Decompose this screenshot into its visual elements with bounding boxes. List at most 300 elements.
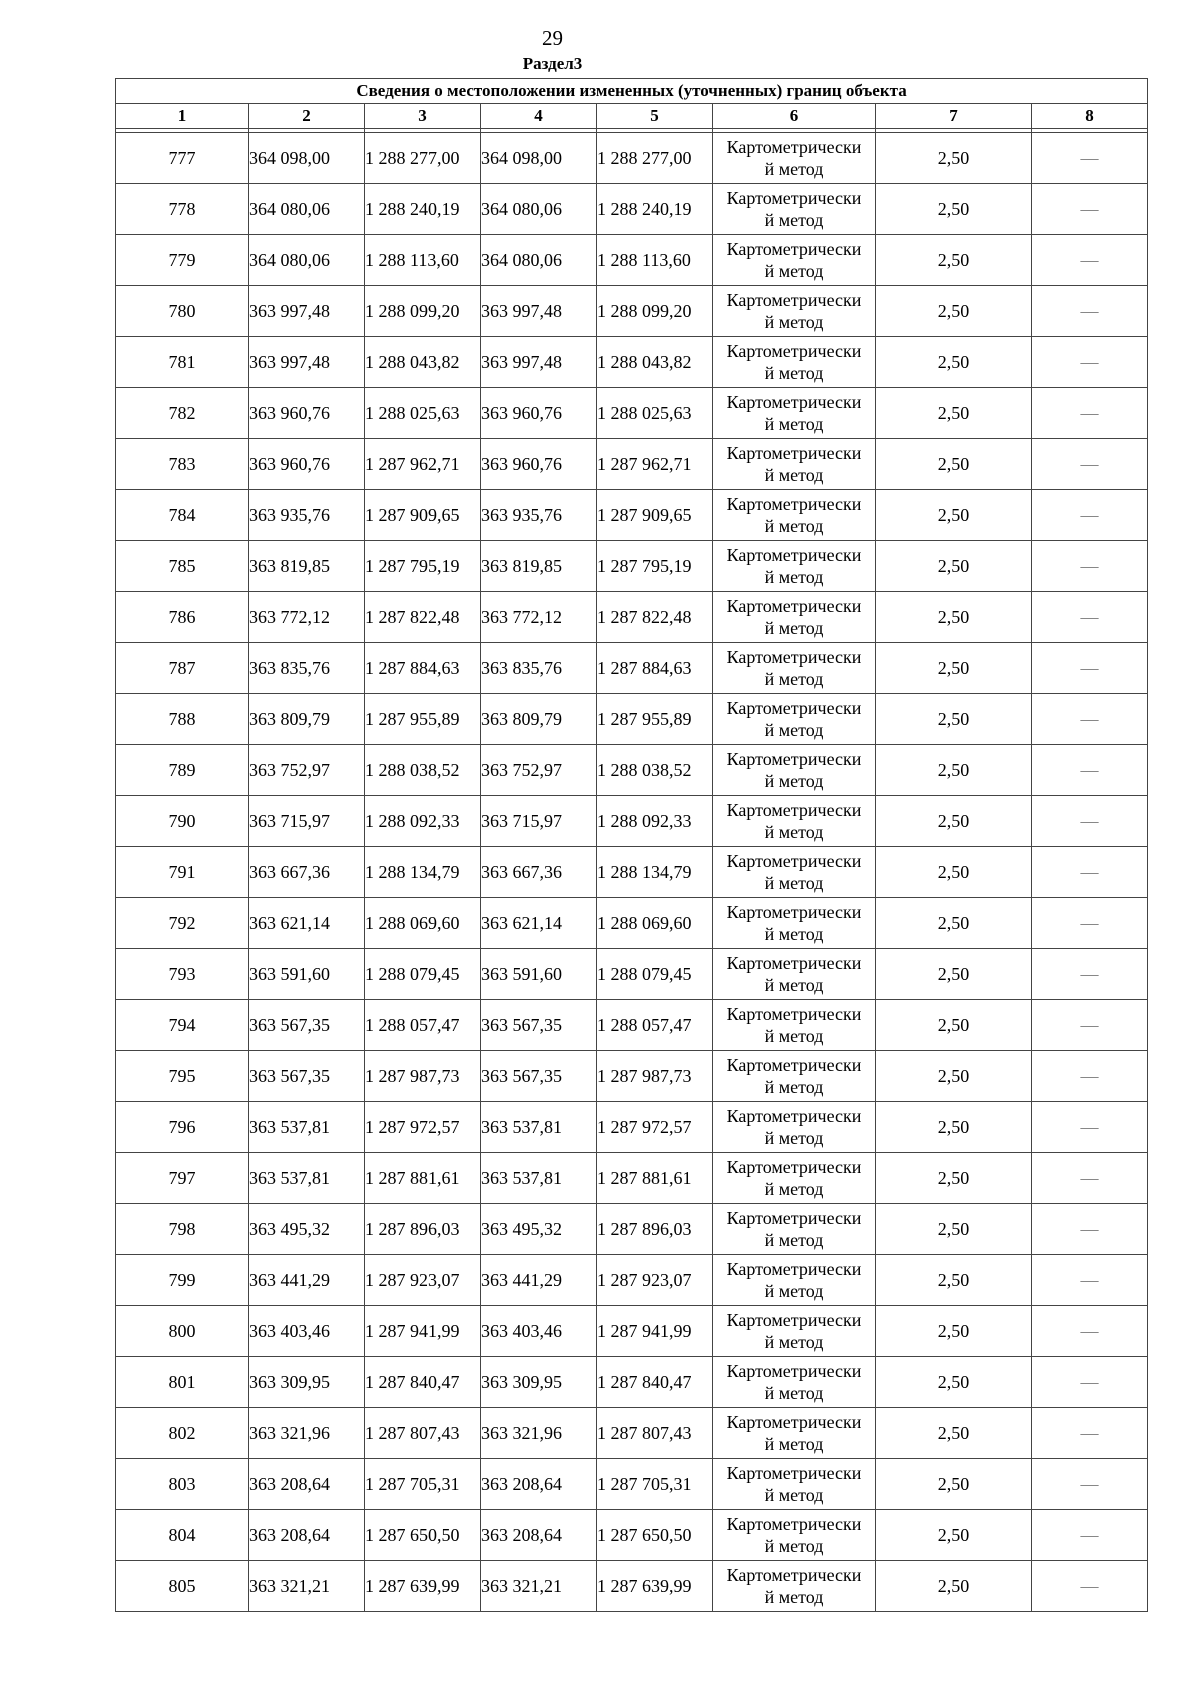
- method-line2: й метод: [764, 720, 824, 740]
- accuracy-cell: 2,50: [876, 490, 1032, 541]
- dash-cell: —: [1032, 1153, 1148, 1204]
- existing-x-cell: 363 809,79: [249, 694, 365, 745]
- method-line1: Картометрически: [726, 1310, 862, 1330]
- method-cell: [713, 541, 876, 592]
- refined-y-cell: 1 288 079,45: [597, 949, 713, 1000]
- dash-cell: —: [1032, 1510, 1148, 1561]
- existing-x-cell: 364 098,00: [249, 133, 365, 184]
- existing-x-cell: 363 997,48: [249, 286, 365, 337]
- table-row: [116, 1255, 1148, 1306]
- method-cell: [713, 235, 876, 286]
- existing-x-cell: 363 309,95: [249, 1357, 365, 1408]
- refined-x-cell: 364 080,06: [481, 235, 597, 286]
- refined-y-cell: 1 288 113,60: [597, 235, 713, 286]
- existing-y-cell: 1 287 923,07: [365, 1255, 481, 1306]
- table-row: [116, 439, 1148, 490]
- accuracy-cell: 2,50: [876, 643, 1032, 694]
- column-number: 4: [481, 104, 597, 129]
- accuracy-cell: 2,50: [876, 1561, 1032, 1612]
- refined-y-cell: 1 287 881,61: [597, 1153, 713, 1204]
- refined-y-cell: 1 287 909,65: [597, 490, 713, 541]
- method-line2: й метод: [764, 261, 824, 281]
- table-row: [116, 1204, 1148, 1255]
- method-line2: й метод: [764, 822, 824, 842]
- point-number-cell: 783: [116, 439, 249, 490]
- dash-cell: —: [1032, 1102, 1148, 1153]
- accuracy-cell: 2,50: [876, 745, 1032, 796]
- existing-y-cell: 1 287 955,89: [365, 694, 481, 745]
- method-line2: й метод: [764, 771, 824, 791]
- table-row: [116, 490, 1148, 541]
- method-cell: [713, 1102, 876, 1153]
- table-row: [116, 796, 1148, 847]
- accuracy-cell: 2,50: [876, 388, 1032, 439]
- existing-x-cell: 363 567,35: [249, 1000, 365, 1051]
- refined-y-cell: 1 287 639,99: [597, 1561, 713, 1612]
- refined-x-cell: 363 403,46: [481, 1306, 597, 1357]
- page-number: 29: [542, 26, 563, 50]
- refined-x-cell: 363 997,48: [481, 337, 597, 388]
- existing-x-cell: 363 537,81: [249, 1102, 365, 1153]
- existing-y-cell: 1 287 840,47: [365, 1357, 481, 1408]
- method-line1: Картометрически: [726, 1259, 862, 1279]
- existing-x-cell: 363 621,14: [249, 898, 365, 949]
- method-cell: [713, 133, 876, 184]
- method-line1: Картометрически: [726, 698, 862, 718]
- refined-y-cell: 1 288 069,60: [597, 898, 713, 949]
- refined-y-cell: 1 288 038,52: [597, 745, 713, 796]
- refined-y-cell: 1 287 955,89: [597, 694, 713, 745]
- point-number-cell: 804: [116, 1510, 249, 1561]
- refined-y-cell: 1 288 057,47: [597, 1000, 713, 1051]
- table-row: [116, 235, 1148, 286]
- point-number-cell: 791: [116, 847, 249, 898]
- accuracy-cell: 2,50: [876, 592, 1032, 643]
- point-number-cell: 796: [116, 1102, 249, 1153]
- method-line2: й метод: [764, 924, 824, 944]
- method-cell: [713, 745, 876, 796]
- existing-x-cell: 363 715,97: [249, 796, 365, 847]
- method-cell: [713, 439, 876, 490]
- accuracy-cell: 2,50: [876, 235, 1032, 286]
- accuracy-cell: 2,50: [876, 796, 1032, 847]
- method-line1: Картометрически: [726, 1106, 862, 1126]
- dash-cell: —: [1032, 439, 1148, 490]
- method-line2: й метод: [764, 618, 824, 638]
- method-cell: [713, 337, 876, 388]
- method-line2: й метод: [764, 210, 824, 230]
- method-line1: Картометрически: [726, 800, 862, 820]
- table-row: [116, 694, 1148, 745]
- accuracy-cell: 2,50: [876, 949, 1032, 1000]
- refined-x-cell: 363 752,97: [481, 745, 597, 796]
- refined-y-cell: 1 288 134,79: [597, 847, 713, 898]
- existing-y-cell: 1 288 277,00: [365, 133, 481, 184]
- refined-x-cell: 363 935,76: [481, 490, 597, 541]
- column-number: 5: [597, 104, 713, 129]
- method-cell: [713, 1408, 876, 1459]
- existing-x-cell: 363 208,64: [249, 1510, 365, 1561]
- refined-y-cell: 1 288 277,00: [597, 133, 713, 184]
- method-line2: й метод: [764, 159, 824, 179]
- point-number-cell: 782: [116, 388, 249, 439]
- method-line2: й метод: [764, 1077, 824, 1097]
- accuracy-cell: 2,50: [876, 184, 1032, 235]
- method-line2: й метод: [764, 465, 824, 485]
- point-number-cell: 798: [116, 1204, 249, 1255]
- existing-x-cell: 363 495,32: [249, 1204, 365, 1255]
- existing-y-cell: 1 288 079,45: [365, 949, 481, 1000]
- table-row: [116, 541, 1148, 592]
- existing-x-cell: 363 997,48: [249, 337, 365, 388]
- refined-x-cell: 363 667,36: [481, 847, 597, 898]
- refined-x-cell: 364 080,06: [481, 184, 597, 235]
- method-cell: [713, 1000, 876, 1051]
- dash-cell: —: [1032, 337, 1148, 388]
- refined-y-cell: 1 288 025,63: [597, 388, 713, 439]
- accuracy-cell: 2,50: [876, 1459, 1032, 1510]
- column-number: 2: [249, 104, 365, 129]
- method-line1: Картометрически: [726, 902, 862, 922]
- accuracy-cell: 2,50: [876, 847, 1032, 898]
- existing-x-cell: 363 321,21: [249, 1561, 365, 1612]
- refined-x-cell: 363 997,48: [481, 286, 597, 337]
- existing-y-cell: 1 287 639,99: [365, 1561, 481, 1612]
- method-cell: [713, 1510, 876, 1561]
- refined-x-cell: 363 309,95: [481, 1357, 597, 1408]
- refined-y-cell: 1 287 822,48: [597, 592, 713, 643]
- method-line2: й метод: [764, 516, 824, 536]
- refined-x-cell: 363 715,97: [481, 796, 597, 847]
- point-number-cell: 795: [116, 1051, 249, 1102]
- accuracy-cell: 2,50: [876, 1357, 1032, 1408]
- table-row: [116, 898, 1148, 949]
- method-line2: й метод: [764, 414, 824, 434]
- dash-cell: —: [1032, 1051, 1148, 1102]
- method-line2: й метод: [764, 1128, 824, 1148]
- method-line2: й метод: [764, 1332, 824, 1352]
- table-row: [116, 592, 1148, 643]
- method-line2: й метод: [764, 1536, 824, 1556]
- method-cell: [713, 388, 876, 439]
- existing-x-cell: 363 835,76: [249, 643, 365, 694]
- accuracy-cell: 2,50: [876, 898, 1032, 949]
- accuracy-cell: 2,50: [876, 1408, 1032, 1459]
- dash-cell: —: [1032, 1408, 1148, 1459]
- existing-y-cell: 1 287 909,65: [365, 490, 481, 541]
- refined-y-cell: 1 288 240,19: [597, 184, 713, 235]
- method-line1: Картометрически: [726, 443, 862, 463]
- existing-x-cell: 363 403,46: [249, 1306, 365, 1357]
- method-line1: Картометрически: [726, 494, 862, 514]
- existing-y-cell: 1 288 240,19: [365, 184, 481, 235]
- refined-y-cell: 1 288 092,33: [597, 796, 713, 847]
- method-cell: [713, 1255, 876, 1306]
- table-row: [116, 745, 1148, 796]
- method-line1: Картометрически: [726, 1361, 862, 1381]
- dash-cell: —: [1032, 694, 1148, 745]
- table-row: [116, 1459, 1148, 1510]
- method-cell: [713, 490, 876, 541]
- table-row: [116, 847, 1148, 898]
- table-caption: Сведения о местоположении измененных (уточненных) границ объекта: [116, 79, 1148, 104]
- method-line2: й метод: [764, 567, 824, 587]
- accuracy-cell: 2,50: [876, 694, 1032, 745]
- dash-cell: —: [1032, 286, 1148, 337]
- method-line2: й метод: [764, 1587, 824, 1607]
- accuracy-cell: 2,50: [876, 541, 1032, 592]
- method-line1: Картометрически: [726, 545, 862, 565]
- table-row: [116, 949, 1148, 1000]
- refined-y-cell: 1 287 896,03: [597, 1204, 713, 1255]
- existing-y-cell: 1 288 113,60: [365, 235, 481, 286]
- table-row: [116, 1357, 1148, 1408]
- existing-y-cell: 1 288 099,20: [365, 286, 481, 337]
- point-number-cell: 803: [116, 1459, 249, 1510]
- existing-x-cell: 363 567,35: [249, 1051, 365, 1102]
- table-row: [116, 1306, 1148, 1357]
- dash-cell: —: [1032, 133, 1148, 184]
- method-cell: [713, 898, 876, 949]
- method-cell: [713, 796, 876, 847]
- method-cell: [713, 592, 876, 643]
- method-cell: [713, 1561, 876, 1612]
- accuracy-cell: 2,50: [876, 1204, 1032, 1255]
- existing-x-cell: 363 667,36: [249, 847, 365, 898]
- point-number-cell: 786: [116, 592, 249, 643]
- dash-cell: —: [1032, 1306, 1148, 1357]
- accuracy-cell: 2,50: [876, 1255, 1032, 1306]
- refined-x-cell: 363 537,81: [481, 1102, 597, 1153]
- refined-y-cell: 1 287 941,99: [597, 1306, 713, 1357]
- refined-x-cell: 363 208,64: [481, 1459, 597, 1510]
- refined-y-cell: 1 288 099,20: [597, 286, 713, 337]
- dash-cell: —: [1032, 1255, 1148, 1306]
- dash-cell: —: [1032, 490, 1148, 541]
- method-cell: [713, 643, 876, 694]
- boundary-points-table: [115, 78, 1148, 1612]
- refined-x-cell: 363 321,21: [481, 1561, 597, 1612]
- point-number-cell: 785: [116, 541, 249, 592]
- method-line1: Картометрически: [726, 188, 862, 208]
- method-cell: [713, 286, 876, 337]
- refined-y-cell: 1 287 795,19: [597, 541, 713, 592]
- method-cell: [713, 1357, 876, 1408]
- point-number-cell: 789: [116, 745, 249, 796]
- existing-y-cell: 1 288 092,33: [365, 796, 481, 847]
- method-line1: Картометрически: [726, 1055, 862, 1075]
- method-line1: Картометрически: [726, 1208, 862, 1228]
- existing-y-cell: 1 287 881,61: [365, 1153, 481, 1204]
- refined-x-cell: 363 208,64: [481, 1510, 597, 1561]
- accuracy-cell: 2,50: [876, 1306, 1032, 1357]
- column-number: 3: [365, 104, 481, 129]
- table-row: [116, 1051, 1148, 1102]
- refined-x-cell: 363 567,35: [481, 1051, 597, 1102]
- point-number-cell: 805: [116, 1561, 249, 1612]
- existing-y-cell: 1 287 896,03: [365, 1204, 481, 1255]
- method-cell: [713, 184, 876, 235]
- dash-cell: —: [1032, 1204, 1148, 1255]
- refined-y-cell: 1 287 840,47: [597, 1357, 713, 1408]
- dash-cell: —: [1032, 898, 1148, 949]
- refined-x-cell: 363 835,76: [481, 643, 597, 694]
- refined-y-cell: 1 287 962,71: [597, 439, 713, 490]
- existing-y-cell: 1 287 941,99: [365, 1306, 481, 1357]
- column-number: 7: [876, 104, 1032, 129]
- refined-y-cell: 1 287 972,57: [597, 1102, 713, 1153]
- existing-y-cell: 1 288 025,63: [365, 388, 481, 439]
- refined-x-cell: 363 591,60: [481, 949, 597, 1000]
- refined-x-cell: 363 819,85: [481, 541, 597, 592]
- refined-x-cell: 363 495,32: [481, 1204, 597, 1255]
- column-number: 8: [1032, 104, 1148, 129]
- point-number-cell: 780: [116, 286, 249, 337]
- table-row: [116, 1153, 1148, 1204]
- existing-y-cell: 1 288 038,52: [365, 745, 481, 796]
- point-number-cell: 787: [116, 643, 249, 694]
- point-number-cell: 784: [116, 490, 249, 541]
- refined-x-cell: 363 960,76: [481, 388, 597, 439]
- refined-x-cell: 363 960,76: [481, 439, 597, 490]
- existing-x-cell: 363 321,96: [249, 1408, 365, 1459]
- method-line1: Картометрически: [726, 239, 862, 259]
- dash-cell: —: [1032, 1459, 1148, 1510]
- method-cell: [713, 694, 876, 745]
- refined-y-cell: 1 288 043,82: [597, 337, 713, 388]
- accuracy-cell: 2,50: [876, 1153, 1032, 1204]
- dash-cell: —: [1032, 235, 1148, 286]
- point-number-cell: 781: [116, 337, 249, 388]
- dash-cell: —: [1032, 949, 1148, 1000]
- refined-x-cell: 364 098,00: [481, 133, 597, 184]
- method-cell: [713, 1051, 876, 1102]
- dash-cell: —: [1032, 184, 1148, 235]
- existing-y-cell: 1 288 043,82: [365, 337, 481, 388]
- table-row: [116, 1000, 1148, 1051]
- point-number-cell: 777: [116, 133, 249, 184]
- method-line2: й метод: [764, 363, 824, 383]
- table-row: [116, 1510, 1148, 1561]
- dash-cell: —: [1032, 745, 1148, 796]
- existing-y-cell: 1 287 822,48: [365, 592, 481, 643]
- dash-cell: —: [1032, 1357, 1148, 1408]
- section-title: Раздел3: [522, 54, 583, 73]
- table-body: [116, 133, 1148, 1612]
- point-number-cell: 801: [116, 1357, 249, 1408]
- existing-y-cell: 1 288 057,47: [365, 1000, 481, 1051]
- method-line2: й метод: [764, 1230, 824, 1250]
- method-line2: й метод: [764, 1026, 824, 1046]
- existing-x-cell: 363 819,85: [249, 541, 365, 592]
- refined-y-cell: 1 287 650,50: [597, 1510, 713, 1561]
- method-line1: Картометрически: [726, 1514, 862, 1534]
- point-number-cell: 799: [116, 1255, 249, 1306]
- method-line1: Картометрически: [726, 1463, 862, 1483]
- existing-x-cell: 363 591,60: [249, 949, 365, 1000]
- method-line2: й метод: [764, 1383, 824, 1403]
- existing-x-cell: 363 441,29: [249, 1255, 365, 1306]
- accuracy-cell: 2,50: [876, 286, 1032, 337]
- existing-y-cell: 1 287 795,19: [365, 541, 481, 592]
- method-line1: Картометрически: [726, 341, 862, 361]
- existing-x-cell: 363 772,12: [249, 592, 365, 643]
- point-number-cell: 793: [116, 949, 249, 1000]
- method-cell: [713, 1306, 876, 1357]
- refined-x-cell: 363 321,96: [481, 1408, 597, 1459]
- refined-y-cell: 1 287 923,07: [597, 1255, 713, 1306]
- existing-y-cell: 1 287 962,71: [365, 439, 481, 490]
- method-line1: Картометрически: [726, 137, 862, 157]
- refined-x-cell: 363 772,12: [481, 592, 597, 643]
- existing-x-cell: 364 080,06: [249, 235, 365, 286]
- existing-y-cell: 1 288 134,79: [365, 847, 481, 898]
- point-number-cell: 779: [116, 235, 249, 286]
- method-line2: й метод: [764, 669, 824, 689]
- existing-x-cell: 363 208,64: [249, 1459, 365, 1510]
- refined-y-cell: 1 287 987,73: [597, 1051, 713, 1102]
- method-line1: Картометрически: [726, 749, 862, 769]
- point-number-cell: 788: [116, 694, 249, 745]
- table-row: [116, 1102, 1148, 1153]
- accuracy-cell: 2,50: [876, 1051, 1032, 1102]
- refined-y-cell: 1 287 884,63: [597, 643, 713, 694]
- point-number-cell: 778: [116, 184, 249, 235]
- point-number-cell: 797: [116, 1153, 249, 1204]
- dash-cell: —: [1032, 847, 1148, 898]
- method-line1: Картометрически: [726, 953, 862, 973]
- method-line1: Картометрически: [726, 392, 862, 412]
- method-cell: [713, 1204, 876, 1255]
- column-number: 6: [713, 104, 876, 129]
- method-line2: й метод: [764, 975, 824, 995]
- dash-cell: —: [1032, 1561, 1148, 1612]
- method-cell: [713, 949, 876, 1000]
- existing-x-cell: 363 960,76: [249, 388, 365, 439]
- method-line1: Картометрически: [726, 1412, 862, 1432]
- table-row: [116, 337, 1148, 388]
- method-line1: Картометрически: [726, 290, 862, 310]
- column-number-row: [116, 104, 1148, 129]
- method-line1: Картометрически: [726, 1004, 862, 1024]
- table-row: [116, 1561, 1148, 1612]
- existing-y-cell: 1 288 069,60: [365, 898, 481, 949]
- accuracy-cell: 2,50: [876, 1000, 1032, 1051]
- refined-x-cell: 363 537,81: [481, 1153, 597, 1204]
- table-row: [116, 643, 1148, 694]
- existing-y-cell: 1 287 972,57: [365, 1102, 481, 1153]
- point-number-cell: 794: [116, 1000, 249, 1051]
- accuracy-cell: 2,50: [876, 133, 1032, 184]
- dash-cell: —: [1032, 592, 1148, 643]
- refined-x-cell: 363 621,14: [481, 898, 597, 949]
- dash-cell: —: [1032, 643, 1148, 694]
- method-cell: [713, 1153, 876, 1204]
- method-cell: [713, 847, 876, 898]
- point-number-cell: 792: [116, 898, 249, 949]
- dash-cell: —: [1032, 388, 1148, 439]
- refined-y-cell: 1 287 705,31: [597, 1459, 713, 1510]
- method-line2: й метод: [764, 1485, 824, 1505]
- existing-y-cell: 1 287 987,73: [365, 1051, 481, 1102]
- method-line2: й метод: [764, 1434, 824, 1454]
- refined-x-cell: 363 809,79: [481, 694, 597, 745]
- dash-cell: —: [1032, 796, 1148, 847]
- accuracy-cell: 2,50: [876, 1102, 1032, 1153]
- existing-x-cell: 364 080,06: [249, 184, 365, 235]
- method-cell: [713, 1459, 876, 1510]
- point-number-cell: 800: [116, 1306, 249, 1357]
